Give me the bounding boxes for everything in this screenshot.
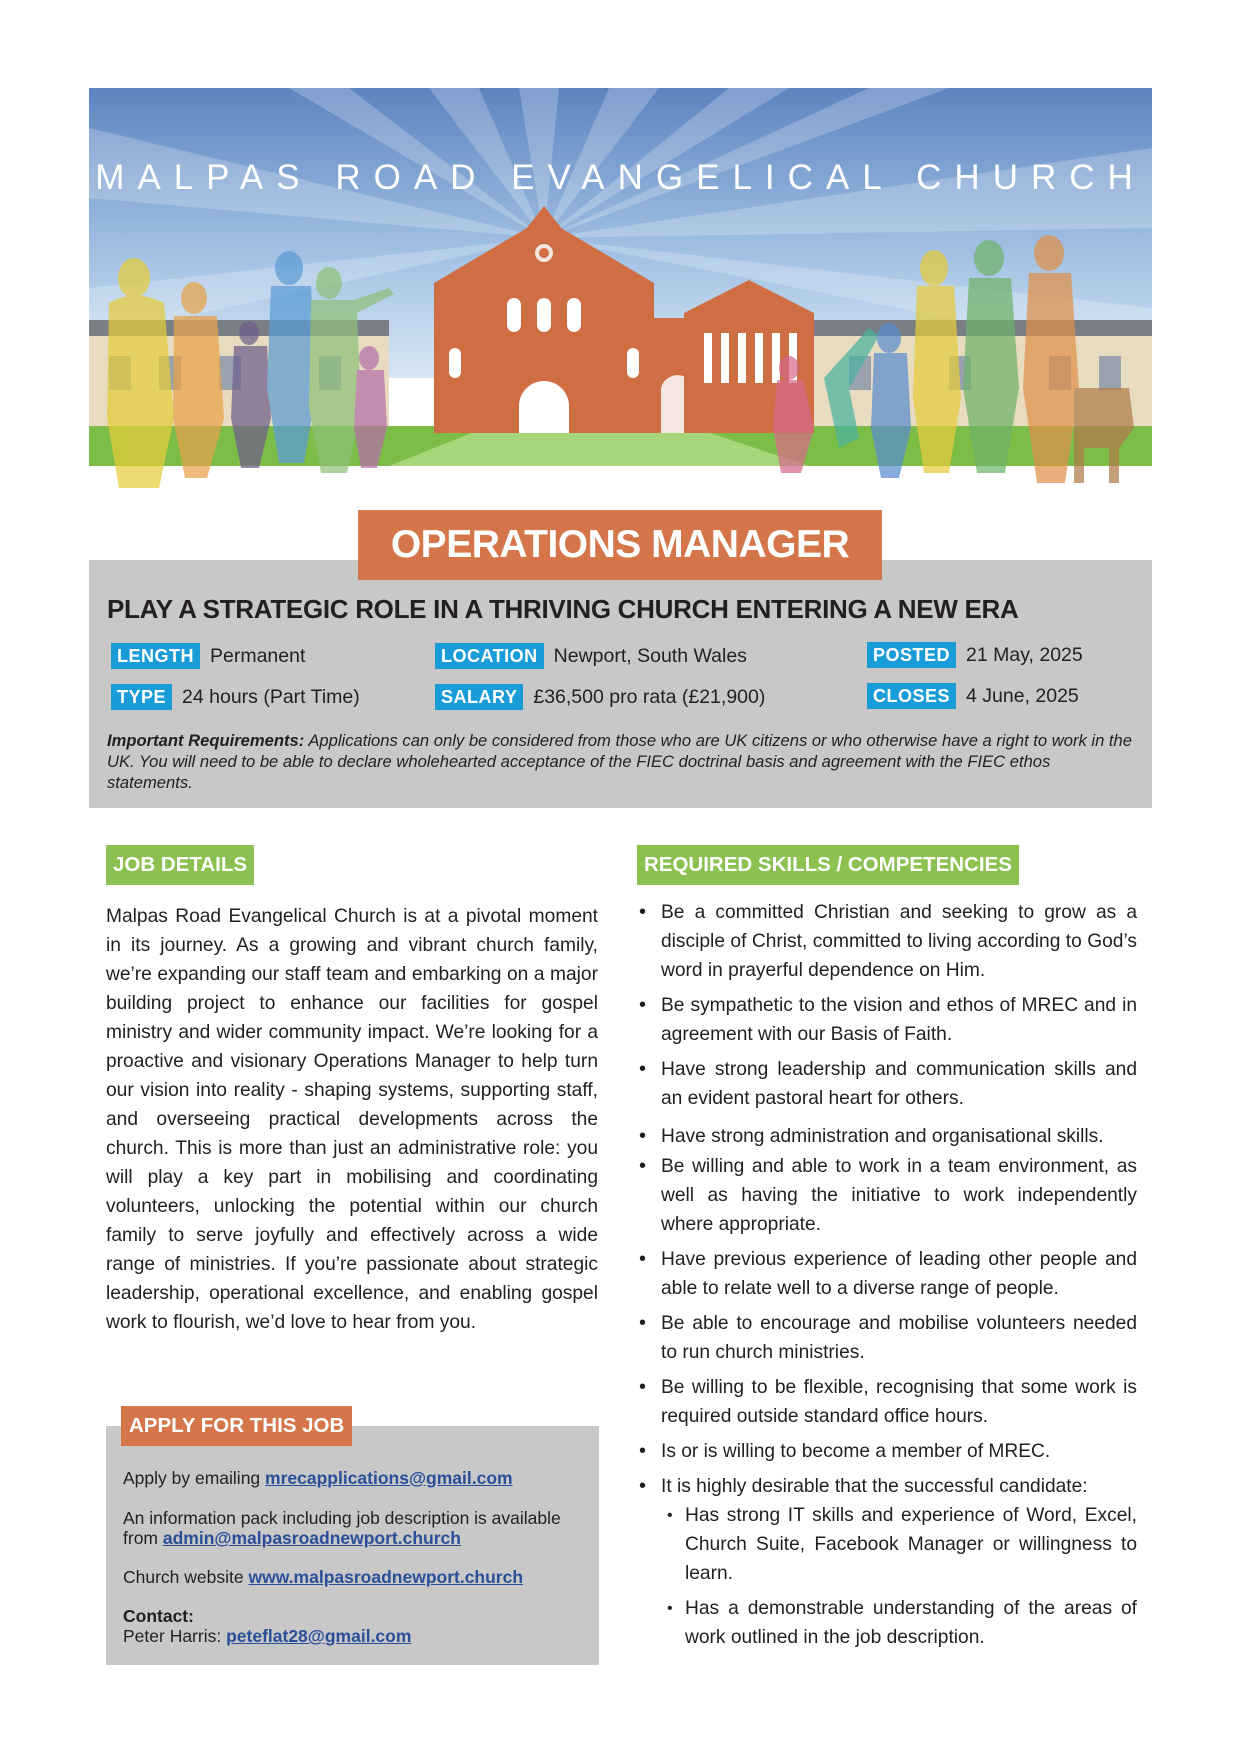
info-pack-email-link[interactable]: admin@malpasroadnewport.church xyxy=(162,1528,461,1548)
apply-email-line xyxy=(123,1468,593,1488)
location-value: Newport, South Wales xyxy=(553,644,747,667)
skill-item xyxy=(637,1472,1137,1652)
field-posted xyxy=(867,642,1083,668)
skills-heading: REQUIRED SKILLS / COMPETENCIES xyxy=(637,845,1019,885)
apply-email-prefix: Apply by emailing xyxy=(123,1468,261,1488)
skill-sub-item: • Has strong IT skills and experience of Word, Excel, Church Suite, Facebook Manager or willingness to learn. xyxy=(661,1501,1137,1588)
info-pack-prefix: An information pack including job description is available from xyxy=(123,1508,561,1548)
job-details-heading: JOB DETAILS xyxy=(106,845,254,885)
field-type xyxy=(111,684,360,710)
job-info-panel xyxy=(89,560,1152,808)
field-closes xyxy=(867,683,1079,709)
field-length xyxy=(111,643,305,669)
church-illustration xyxy=(89,88,1152,490)
skill-item: • Be willing to be flexible, recognising that some work is required outside standard office hours. xyxy=(637,1373,1137,1431)
skill-item-text: It is highly desirable that the successful candidate: xyxy=(661,1476,1088,1497)
apply-heading: APPLY FOR THIS JOB xyxy=(121,1406,352,1446)
skill-item: • Have strong leadership and communication skills and an evident pastoral heart for others. xyxy=(637,1055,1137,1113)
posted-value: 21 May, 2025 xyxy=(966,643,1083,666)
apply-box xyxy=(106,1426,599,1665)
length-tag: LENGTH xyxy=(111,643,200,669)
skills-list xyxy=(637,898,1137,1652)
contact-email-link[interactable]: peteflat28@gmail.com xyxy=(226,1626,412,1646)
job-tagline: PLAY A STRATEGIC ROLE IN A THRIVING CHURCH ENTERING A NEW ERA xyxy=(107,594,1019,624)
skill-item: • Be able to encourage and mobilise volunteers needed to run church ministries. xyxy=(637,1309,1137,1367)
skill-item: • Is or is willing to become a member of MREC. xyxy=(637,1437,1137,1466)
skill-item: • Be sympathetic to the vision and ethos of MREC and in agreement with our Basis of Faith. xyxy=(637,991,1137,1049)
field-location xyxy=(435,643,747,669)
length-value: Permanent xyxy=(210,644,306,667)
hero-banner xyxy=(89,88,1152,490)
church-name: MALPAS ROAD EVANGELICAL CHURCH xyxy=(95,158,1146,197)
website-line xyxy=(123,1567,593,1587)
closes-value: 4 June, 2025 xyxy=(966,684,1079,707)
skill-item: • Have previous experience of leading other people and able to relate well to a diverse range of people. xyxy=(637,1245,1137,1303)
job-title: OPERATIONS MANAGER xyxy=(358,510,882,580)
job-details-text: Malpas Road Evangelical Church is at a pivotal moment in its journey. As a growing and vibrant church family, we’re expanding our staff team and embarking on a major building project to enhance our facilities for gospel ministry and wider community impact. We’re looking for a proactive and visionary Operations Manager to help turn our vision into reality - shaping systems, supporting staff, and overseeing practical developments across the church. This is more than just an administrative role: you will play a key part in mobilising and coordinating volunteers, unlocking the potential within our church family to serve joyfully and effectively across a wide range of ministries. If you’re passionate about strategic leadership, operational excellence, and enabling gospel work to flourish, we’d love to hear from you. xyxy=(106,906,598,1333)
location-tag: LOCATION xyxy=(435,643,544,669)
type-tag: TYPE xyxy=(111,684,172,710)
contact-label: Contact: xyxy=(123,1606,194,1626)
field-salary xyxy=(435,684,765,710)
website-prefix: Church website xyxy=(123,1567,244,1587)
salary-tag: SALARY xyxy=(435,684,523,710)
info-pack-line xyxy=(123,1508,593,1548)
requirements-text: Applications can only be considered from those who are UK citizens or who otherwise have a right to work in the UK. You will need to be able to declare wholehearted acceptance of the FIEC doctrinal basis and agreement with the FIEC ethos statements. xyxy=(107,731,1132,792)
contact-name: Peter Harris: xyxy=(123,1626,222,1646)
posted-tag: POSTED xyxy=(867,642,956,668)
skill-item: • Be willing and able to work in a team environment, as well as having the initiative to work independently where appropriate. xyxy=(637,1152,1137,1239)
closes-tag: CLOSES xyxy=(867,683,956,709)
website-link[interactable]: www.malpasroadnewport.church xyxy=(248,1567,524,1587)
skill-sub-list xyxy=(661,1501,1137,1652)
requirements-label: Important Requirements: xyxy=(107,731,305,750)
important-requirements xyxy=(107,730,1139,793)
skill-sub-item: • Has a demonstrable understanding of the areas of work outlined in the job description. xyxy=(661,1594,1137,1652)
skill-item: • Have strong administration and organisational skills. xyxy=(637,1122,1137,1151)
salary-value: £36,500 pro rata (£21,900) xyxy=(533,685,766,708)
type-value: 24 hours (Part Time) xyxy=(182,685,360,708)
skill-item: • Be a committed Christian and seeking to grow as a disciple of Christ, committed to living according to God’s word in prayerful dependence on Him. xyxy=(637,898,1137,985)
apply-email-link[interactable]: mrecapplications@gmail.com xyxy=(265,1468,513,1488)
contact-block xyxy=(123,1606,593,1646)
